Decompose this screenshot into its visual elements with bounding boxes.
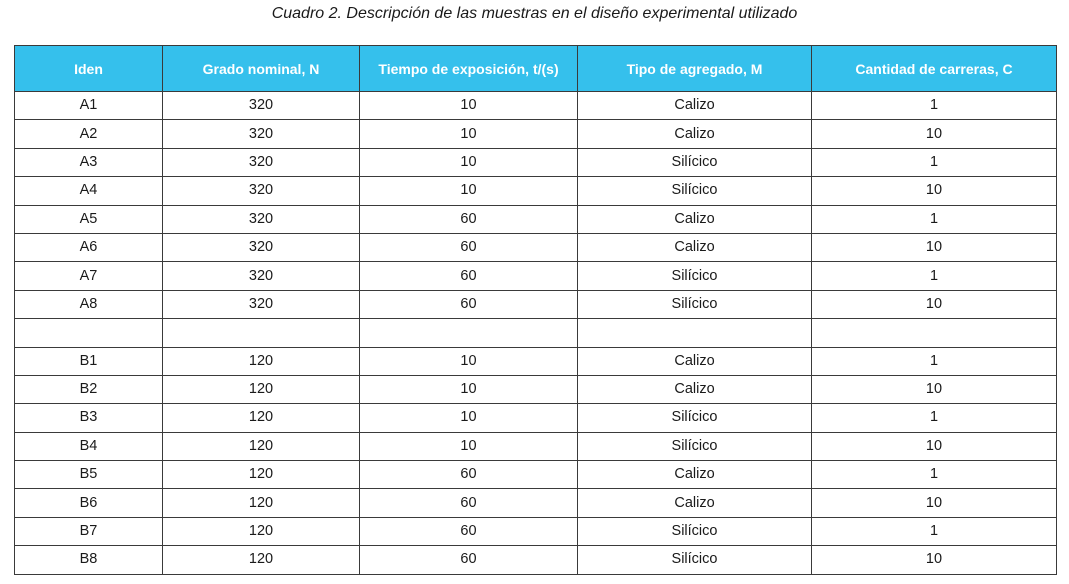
- cell-tiempo-exposicion: 10: [360, 404, 578, 432]
- cell-iden: B3: [15, 404, 163, 432]
- cell-grado-nominal: 120: [163, 432, 360, 460]
- cell-tipo-agregado: Calizo: [578, 120, 812, 148]
- cell-iden: B6: [15, 489, 163, 517]
- table-row: [15, 290, 1057, 318]
- table-row: [15, 404, 1057, 432]
- table-row: [15, 375, 1057, 403]
- cell-tipo-agregado: Silícico: [578, 432, 812, 460]
- cell-grado-nominal: 120: [163, 517, 360, 545]
- cell-grado-nominal: 320: [163, 233, 360, 261]
- cell-tiempo-exposicion: 10: [360, 347, 578, 375]
- cell-tipo-agregado: Silícico: [578, 546, 812, 574]
- cell-grado-nominal: 320: [163, 148, 360, 176]
- cell-tipo-agregado: Calizo: [578, 233, 812, 261]
- cell-tipo-agregado: Calizo: [578, 205, 812, 233]
- cell-cantidad-carreras: 10: [812, 177, 1057, 205]
- table-row: [15, 205, 1057, 233]
- cell-iden: A2: [15, 120, 163, 148]
- cell-tiempo-exposicion: 60: [360, 489, 578, 517]
- header-cantidad-carreras: Cantidad de carreras, C: [812, 46, 1057, 92]
- cell-tiempo-exposicion: 60: [360, 517, 578, 545]
- table-row: [15, 92, 1057, 120]
- cell-cantidad-carreras: 1: [812, 461, 1057, 489]
- cell-tiempo-exposicion: 60: [360, 262, 578, 290]
- cell-tiempo-exposicion: 10: [360, 375, 578, 403]
- cell-tiempo-exposicion: [360, 319, 578, 347]
- cell-iden: B8: [15, 546, 163, 574]
- cell-cantidad-carreras: 10: [812, 290, 1057, 318]
- header-iden: Iden: [15, 46, 163, 92]
- cell-iden: B1: [15, 347, 163, 375]
- cell-grado-nominal: 320: [163, 290, 360, 318]
- cell-cantidad-carreras: 1: [812, 148, 1057, 176]
- cell-tipo-agregado: Calizo: [578, 461, 812, 489]
- cell-tipo-agregado: Silícico: [578, 404, 812, 432]
- header-tipo-agregado: Tipo de agregado, M: [578, 46, 812, 92]
- cell-iden: A8: [15, 290, 163, 318]
- cell-tipo-agregado: Calizo: [578, 375, 812, 403]
- cell-grado-nominal: 120: [163, 347, 360, 375]
- table-row: [15, 546, 1057, 574]
- cell-iden: A4: [15, 177, 163, 205]
- cell-iden: A1: [15, 92, 163, 120]
- header-grado-nominal: Grado nominal, N: [163, 46, 360, 92]
- table-row: [15, 517, 1057, 545]
- cell-cantidad-carreras: [812, 319, 1057, 347]
- cell-grado-nominal: 120: [163, 461, 360, 489]
- table-body: [15, 92, 1057, 575]
- cell-cantidad-carreras: 10: [812, 375, 1057, 403]
- table-row: [15, 319, 1057, 347]
- cell-grado-nominal: 320: [163, 177, 360, 205]
- cell-tipo-agregado: Silícico: [578, 262, 812, 290]
- cell-tipo-agregado: Calizo: [578, 489, 812, 517]
- header-tiempo-exposicion: Tiempo de exposición, t/(s): [360, 46, 578, 92]
- samples-table: [14, 45, 1057, 575]
- cell-tipo-agregado: [578, 319, 812, 347]
- table-caption: Cuadro 2. Descripción de las muestras en el diseño experimental utilizado: [271, 5, 798, 22]
- cell-grado-nominal: 320: [163, 262, 360, 290]
- cell-grado-nominal: 320: [163, 92, 360, 120]
- table-row: [15, 432, 1057, 460]
- cell-cantidad-carreras: 1: [812, 347, 1057, 375]
- cell-grado-nominal: 320: [163, 120, 360, 148]
- cell-grado-nominal: [163, 319, 360, 347]
- cell-tiempo-exposicion: 10: [360, 177, 578, 205]
- cell-tiempo-exposicion: 60: [360, 290, 578, 318]
- cell-iden: [15, 319, 163, 347]
- cell-tipo-agregado: Silícico: [578, 290, 812, 318]
- cell-tiempo-exposicion: 10: [360, 120, 578, 148]
- cell-grado-nominal: 320: [163, 205, 360, 233]
- cell-grado-nominal: 120: [163, 546, 360, 574]
- cell-iden: A7: [15, 262, 163, 290]
- cell-tiempo-exposicion: 60: [360, 546, 578, 574]
- cell-iden: B2: [15, 375, 163, 403]
- cell-iden: A3: [15, 148, 163, 176]
- cell-iden: B5: [15, 461, 163, 489]
- table-row: [15, 177, 1057, 205]
- cell-iden: A6: [15, 233, 163, 261]
- cell-tiempo-exposicion: 10: [360, 148, 578, 176]
- cell-cantidad-carreras: 1: [812, 262, 1057, 290]
- cell-cantidad-carreras: 1: [812, 517, 1057, 545]
- cell-cantidad-carreras: 1: [812, 404, 1057, 432]
- cell-cantidad-carreras: 10: [812, 489, 1057, 517]
- cell-tipo-agregado: Silícico: [578, 148, 812, 176]
- cell-grado-nominal: 120: [163, 404, 360, 432]
- cell-tiempo-exposicion: 10: [360, 92, 578, 120]
- cell-tiempo-exposicion: 60: [360, 461, 578, 489]
- cell-cantidad-carreras: 1: [812, 205, 1057, 233]
- cell-iden: B7: [15, 517, 163, 545]
- cell-cantidad-carreras: 10: [812, 233, 1057, 261]
- cell-tipo-agregado: Calizo: [578, 347, 812, 375]
- header-row: [15, 46, 1057, 92]
- cell-tiempo-exposicion: 60: [360, 205, 578, 233]
- cell-grado-nominal: 120: [163, 375, 360, 403]
- cell-tipo-agregado: Silícico: [578, 177, 812, 205]
- table-row: [15, 120, 1057, 148]
- cell-cantidad-carreras: 10: [812, 432, 1057, 460]
- table-row: [15, 347, 1057, 375]
- table-row: [15, 233, 1057, 261]
- cell-tipo-agregado: Silícico: [578, 517, 812, 545]
- cell-tiempo-exposicion: 60: [360, 233, 578, 261]
- table-row: [15, 148, 1057, 176]
- cell-tiempo-exposicion: 10: [360, 432, 578, 460]
- cell-cantidad-carreras: 1: [812, 92, 1057, 120]
- table-row: [15, 489, 1057, 517]
- cell-tipo-agregado: Calizo: [578, 92, 812, 120]
- cell-cantidad-carreras: 10: [812, 120, 1057, 148]
- cell-iden: A5: [15, 205, 163, 233]
- table-row: [15, 461, 1057, 489]
- cell-iden: B4: [15, 432, 163, 460]
- cell-grado-nominal: 120: [163, 489, 360, 517]
- cell-cantidad-carreras: 10: [812, 546, 1057, 574]
- table-row: [15, 262, 1057, 290]
